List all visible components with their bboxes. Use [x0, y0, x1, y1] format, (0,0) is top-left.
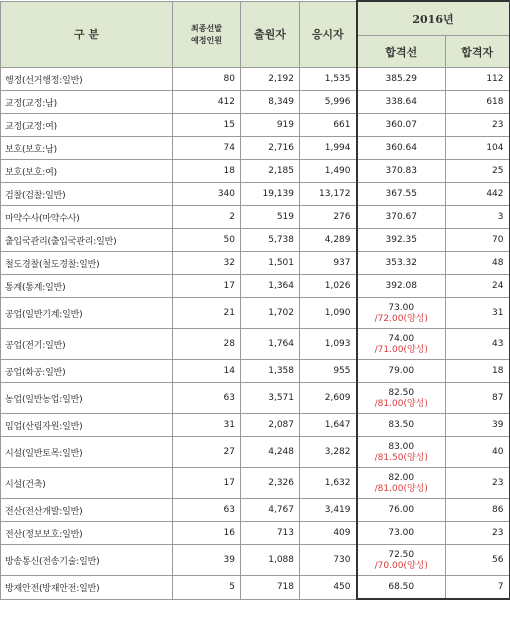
row-category: 방송통신(전송기술:일반)	[1, 545, 173, 576]
row-takers: 1,490	[300, 160, 357, 183]
row-cutoff	[357, 206, 446, 229]
row-planned: 17	[173, 275, 241, 298]
row-cutoff	[357, 414, 446, 437]
row-planned: 50	[173, 229, 241, 252]
row-passers: 112	[446, 68, 510, 91]
cutoff-score: 82.50	[388, 387, 415, 398]
row-category: 임업(산림자원:일반)	[1, 414, 173, 437]
row-cutoff	[357, 275, 446, 298]
row-planned: 14	[173, 360, 241, 383]
row-passers: 31	[446, 298, 510, 329]
row-applicants: 2,087	[241, 414, 300, 437]
table-row	[1, 383, 510, 414]
table-row	[1, 298, 510, 329]
row-planned: 80	[173, 68, 241, 91]
table-row	[1, 275, 510, 298]
row-planned: 18	[173, 160, 241, 183]
row-cutoff	[357, 183, 446, 206]
row-applicants: 1,358	[241, 360, 300, 383]
cutoff-score: 76.00	[388, 504, 415, 515]
row-cutoff	[357, 522, 446, 545]
table-row	[1, 68, 510, 91]
row-category: 전산(전산개발:일반)	[1, 499, 173, 522]
row-cutoff	[357, 468, 446, 499]
row-cutoff	[357, 383, 446, 414]
cutoff-score: 370.67	[385, 211, 417, 222]
cutoff-score: 385.29	[385, 73, 417, 84]
cutoff-score: 392.35	[385, 234, 417, 245]
header-applicants: 출원자	[241, 1, 300, 68]
row-planned: 412	[173, 91, 241, 114]
row-takers: 450	[300, 576, 357, 600]
cutoff-score: 370.83	[385, 165, 417, 176]
row-applicants: 1,702	[241, 298, 300, 329]
row-passers: 3	[446, 206, 510, 229]
row-takers: 3,282	[300, 437, 357, 468]
row-cutoff	[357, 114, 446, 137]
row-applicants: 8,349	[241, 91, 300, 114]
table-row	[1, 545, 510, 576]
row-category: 교정(교정:여)	[1, 114, 173, 137]
table-row	[1, 437, 510, 468]
row-planned: 63	[173, 383, 241, 414]
row-category: 공업(화공:일반)	[1, 360, 173, 383]
row-takers: 1,994	[300, 137, 357, 160]
row-category: 공업(일반기계:일반)	[1, 298, 173, 329]
row-category: 철도경찰(철도경찰:일반)	[1, 252, 173, 275]
row-category: 보호(보호:여)	[1, 160, 173, 183]
row-takers: 1,632	[300, 468, 357, 499]
row-planned: 17	[173, 468, 241, 499]
table-row	[1, 160, 510, 183]
row-applicants: 19,139	[241, 183, 300, 206]
row-takers: 955	[300, 360, 357, 383]
row-passers: 24	[446, 275, 510, 298]
row-takers: 276	[300, 206, 357, 229]
row-category: 농업(일반농업:일반)	[1, 383, 173, 414]
header-takers: 응시자	[300, 1, 357, 68]
row-passers: 86	[446, 499, 510, 522]
row-applicants: 2,326	[241, 468, 300, 499]
row-takers: 1,093	[300, 329, 357, 360]
row-passers: 56	[446, 545, 510, 576]
cutoff-score: 392.08	[385, 280, 417, 291]
table-row	[1, 329, 510, 360]
cutoff-note: /70.00(양성)	[374, 560, 428, 571]
cutoff-score: 72.50	[388, 549, 415, 560]
row-category: 행정(선거행정:일반)	[1, 68, 173, 91]
row-takers: 13,172	[300, 183, 357, 206]
row-applicants: 718	[241, 576, 300, 600]
cutoff-note: /81.50(양성)	[374, 452, 428, 463]
header-passers: 합격자	[446, 36, 510, 68]
cutoff-score: 83.50	[388, 419, 415, 430]
table-row	[1, 137, 510, 160]
row-cutoff	[357, 298, 446, 329]
row-cutoff	[357, 160, 446, 183]
row-takers: 1,090	[300, 298, 357, 329]
row-takers: 1,647	[300, 414, 357, 437]
row-planned: 32	[173, 252, 241, 275]
row-applicants: 2,716	[241, 137, 300, 160]
table-row	[1, 414, 510, 437]
table-row	[1, 576, 510, 600]
row-passers: 23	[446, 468, 510, 499]
cutoff-score: 82.00	[388, 472, 415, 483]
row-applicants: 713	[241, 522, 300, 545]
cutoff-note: /72.00(양성)	[374, 313, 428, 324]
row-passers: 442	[446, 183, 510, 206]
row-applicants: 4,248	[241, 437, 300, 468]
table-row	[1, 468, 510, 499]
header-planned-line1: 최종선발	[191, 23, 222, 34]
row-cutoff	[357, 68, 446, 91]
cutoff-score: 83.00	[388, 441, 415, 452]
row-category: 공업(전기:일반)	[1, 329, 173, 360]
header-cutoff: 합격선	[357, 36, 446, 68]
table-row	[1, 91, 510, 114]
row-takers: 409	[300, 522, 357, 545]
row-takers: 1,026	[300, 275, 357, 298]
row-passers: 7	[446, 576, 510, 600]
row-planned: 31	[173, 414, 241, 437]
row-category: 통계(통계:일반)	[1, 275, 173, 298]
table-row	[1, 499, 510, 522]
row-takers: 1,535	[300, 68, 357, 91]
row-cutoff	[357, 137, 446, 160]
row-applicants: 919	[241, 114, 300, 137]
table-row	[1, 114, 510, 137]
cutoff-note: /81.00(양성)	[374, 483, 428, 494]
header-category: 구 분	[1, 1, 173, 68]
row-takers: 5,996	[300, 91, 357, 114]
row-takers: 661	[300, 114, 357, 137]
row-applicants: 1,764	[241, 329, 300, 360]
row-planned: 28	[173, 329, 241, 360]
row-takers: 937	[300, 252, 357, 275]
table-row	[1, 183, 510, 206]
row-passers: 23	[446, 522, 510, 545]
cutoff-score: 360.64	[385, 142, 417, 153]
row-passers: 48	[446, 252, 510, 275]
row-planned: 16	[173, 522, 241, 545]
row-takers: 4,289	[300, 229, 357, 252]
row-planned: 39	[173, 545, 241, 576]
row-category: 검찰(검찰:일반)	[1, 183, 173, 206]
row-passers: 618	[446, 91, 510, 114]
row-passers: 18	[446, 360, 510, 383]
row-category: 교정(교정:남)	[1, 91, 173, 114]
row-passers: 40	[446, 437, 510, 468]
cutoff-score: 68.50	[388, 581, 415, 592]
row-applicants: 5,738	[241, 229, 300, 252]
row-takers: 2,609	[300, 383, 357, 414]
table-row	[1, 252, 510, 275]
row-category: 시설(일반토목:일반)	[1, 437, 173, 468]
row-cutoff	[357, 329, 446, 360]
row-takers: 3,419	[300, 499, 357, 522]
cutoff-note: /81.00(양성)	[374, 398, 428, 409]
row-cutoff	[357, 91, 446, 114]
row-cutoff	[357, 545, 446, 576]
header-year: 2016년	[357, 1, 510, 36]
cutoff-score: 360.07	[385, 119, 417, 130]
cutoff-score: 353.32	[385, 257, 417, 268]
row-planned: 27	[173, 437, 241, 468]
row-planned: 2	[173, 206, 241, 229]
row-applicants: 2,192	[241, 68, 300, 91]
cutoff-score: 367.55	[385, 188, 417, 199]
cutoff-score: 338.64	[385, 96, 417, 107]
row-category: 출입국관리(출입국관리:일반)	[1, 229, 173, 252]
header-planned-line2: 예정인원	[191, 35, 222, 46]
table-row	[1, 206, 510, 229]
row-planned: 74	[173, 137, 241, 160]
row-passers: 25	[446, 160, 510, 183]
row-planned: 340	[173, 183, 241, 206]
row-category: 시설(건축)	[1, 468, 173, 499]
row-category: 마약수사(마약수사)	[1, 206, 173, 229]
row-planned: 5	[173, 576, 241, 600]
row-applicants: 1,364	[241, 275, 300, 298]
row-cutoff	[357, 499, 446, 522]
cutoff-score: 74.00	[388, 333, 415, 344]
row-planned: 15	[173, 114, 241, 137]
row-applicants: 2,185	[241, 160, 300, 183]
row-passers: 70	[446, 229, 510, 252]
row-category: 방재안전(방재안전:일반)	[1, 576, 173, 600]
row-planned: 63	[173, 499, 241, 522]
cutoff-note: /71.00(양성)	[374, 344, 428, 355]
row-passers: 87	[446, 383, 510, 414]
row-cutoff	[357, 576, 446, 600]
row-passers: 23	[446, 114, 510, 137]
cutoff-score: 73.00	[388, 302, 415, 313]
cutoff-score: 73.00	[388, 527, 415, 538]
table-row	[1, 522, 510, 545]
row-cutoff	[357, 252, 446, 275]
row-passers: 43	[446, 329, 510, 360]
row-applicants: 4,767	[241, 499, 300, 522]
row-cutoff	[357, 360, 446, 383]
row-applicants: 1,501	[241, 252, 300, 275]
row-category: 보호(보호:남)	[1, 137, 173, 160]
row-applicants: 519	[241, 206, 300, 229]
row-category: 전산(정보보호:일반)	[1, 522, 173, 545]
row-passers: 39	[446, 414, 510, 437]
row-planned: 21	[173, 298, 241, 329]
table-body	[1, 68, 510, 600]
header-planned-count	[173, 1, 241, 68]
row-passers: 104	[446, 137, 510, 160]
row-applicants: 1,088	[241, 545, 300, 576]
table-row	[1, 360, 510, 383]
row-cutoff	[357, 229, 446, 252]
cutoff-score: 79.00	[388, 365, 415, 376]
row-takers: 730	[300, 545, 357, 576]
row-cutoff	[357, 437, 446, 468]
row-applicants: 3,571	[241, 383, 300, 414]
table-row	[1, 229, 510, 252]
